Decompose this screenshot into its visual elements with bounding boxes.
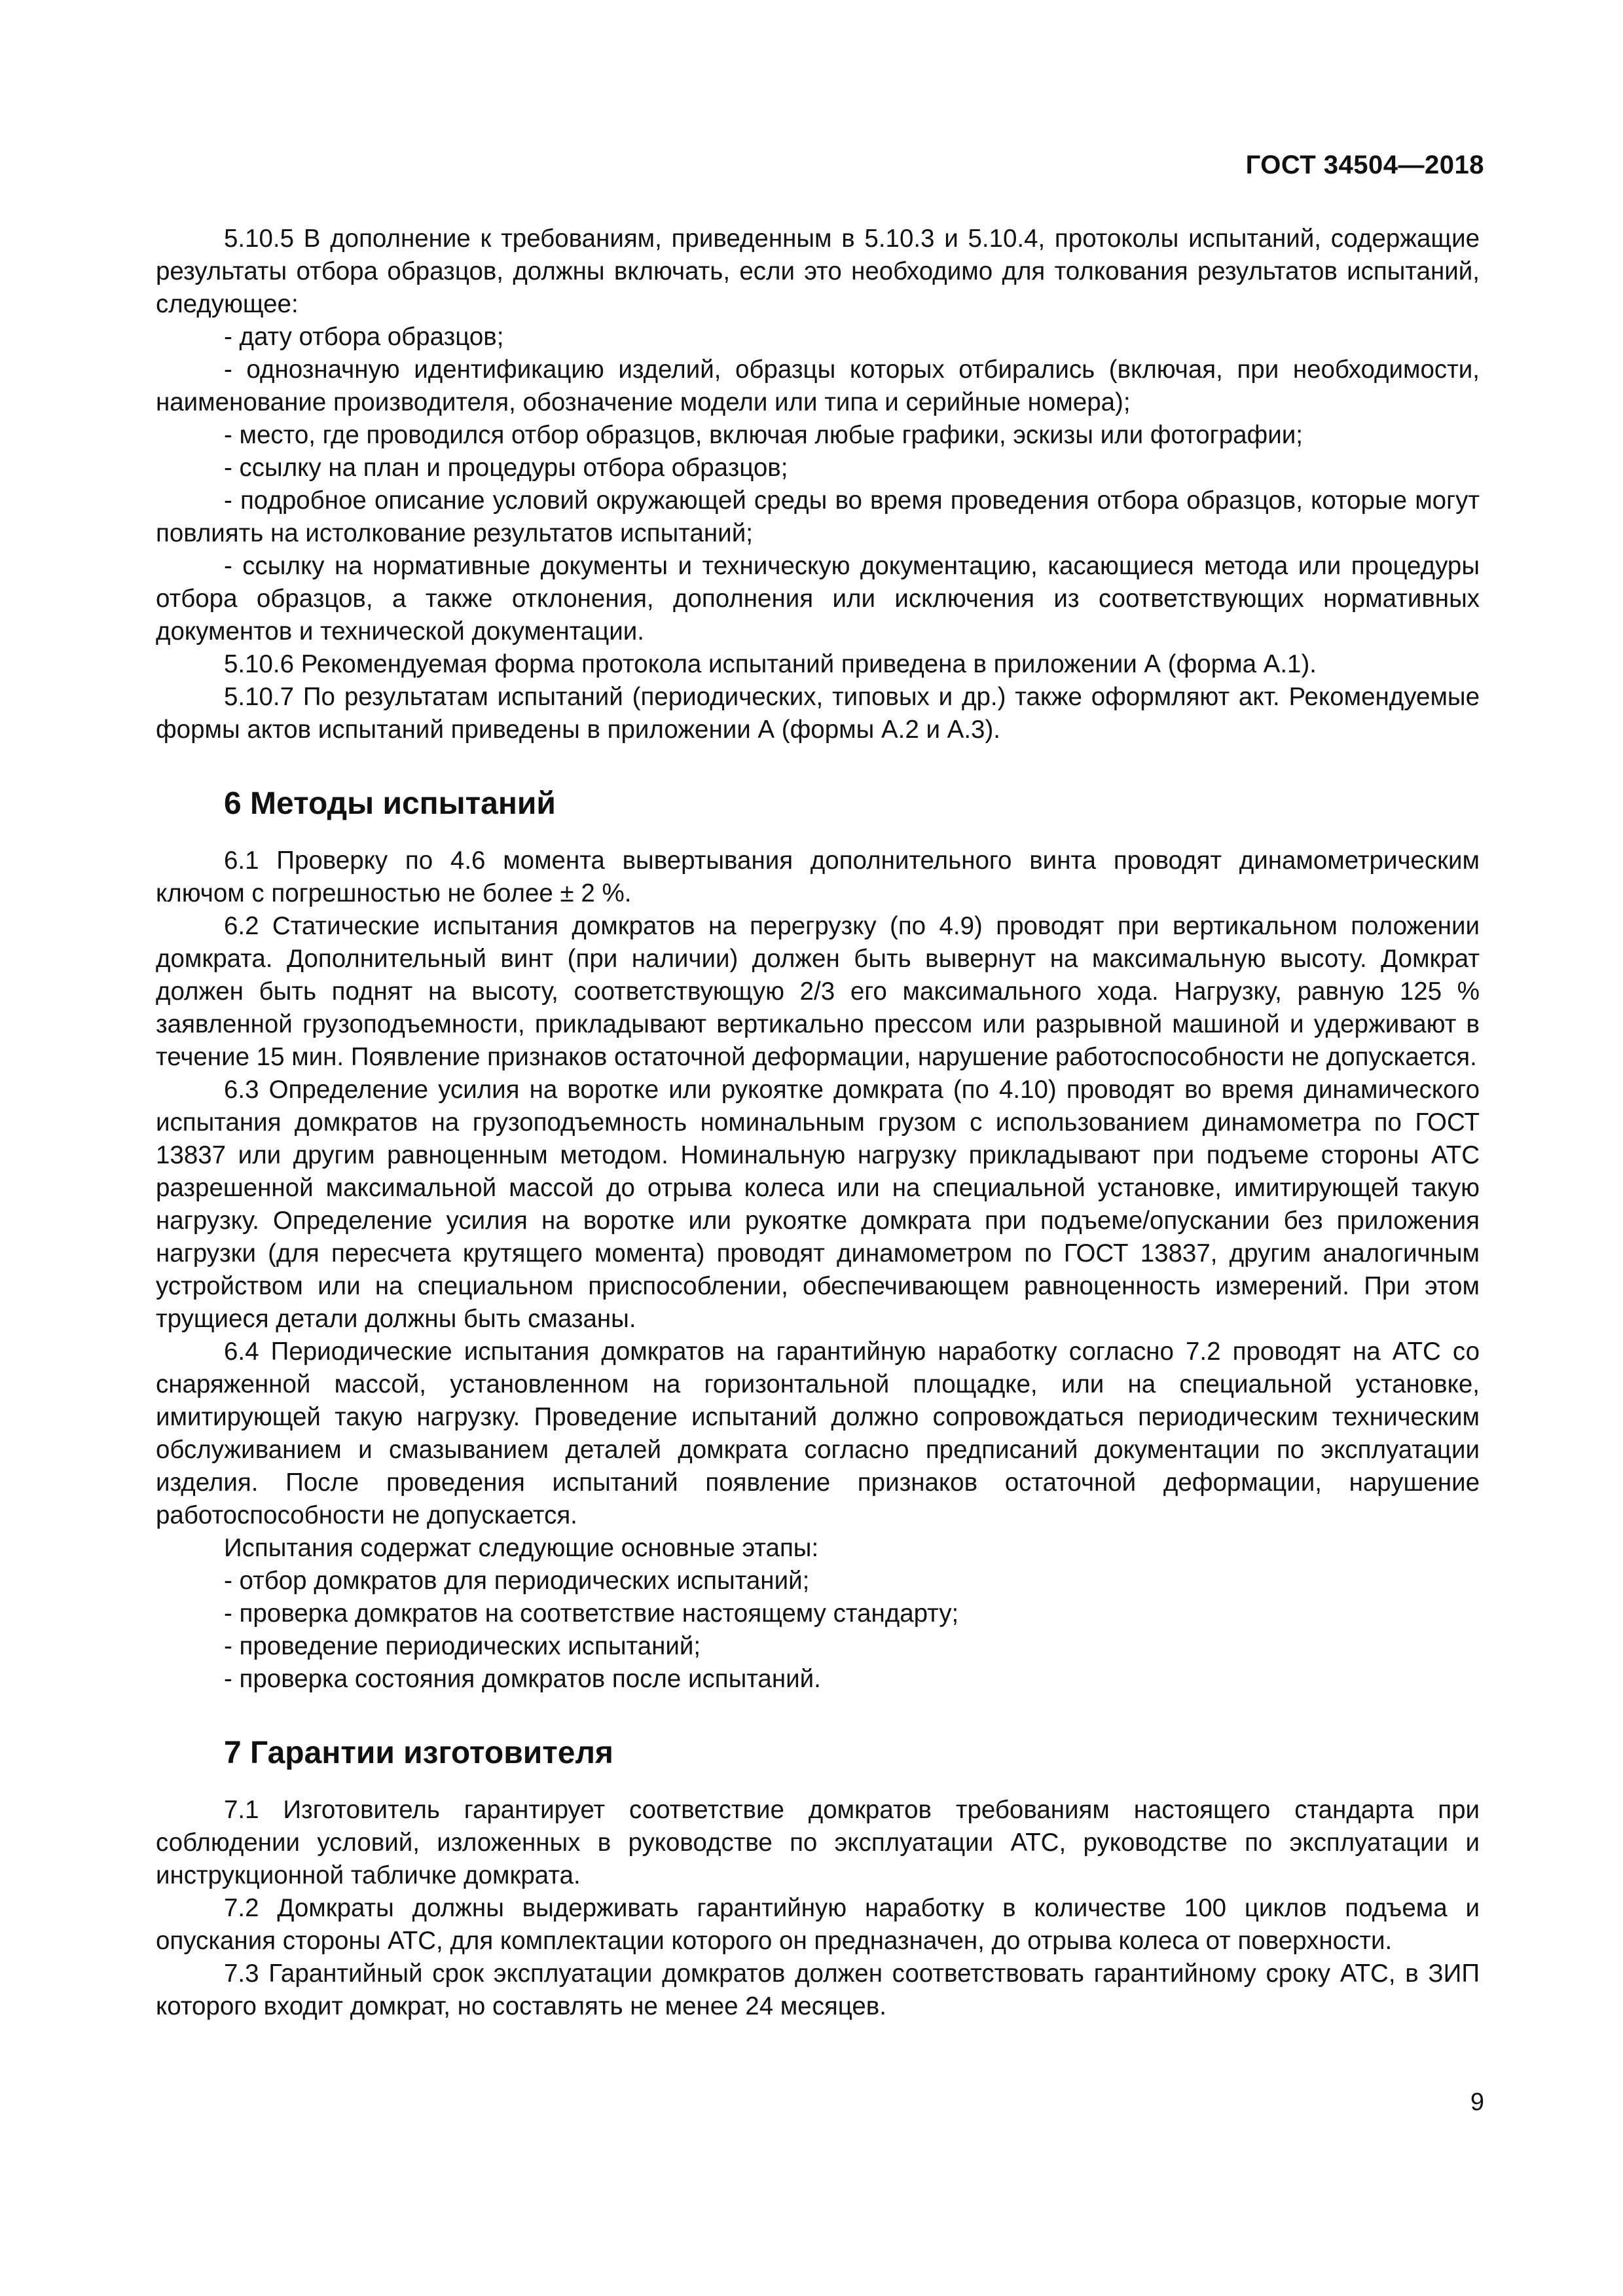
list-item: - место, где проводился отбор образцов, включая любые графики, эскизы или фотографии; bbox=[224, 421, 1303, 449]
section-heading-6: 6 Методы испытаний bbox=[224, 786, 556, 821]
paragraph-6-3: 6.3 Определение усилия на воротке или рукоятке домкрата (по 4.10) проводят во время динамического испытания домкратов на грузоподъемность номинальным грузом с использованием динамометра по ГОСТ 13837 или другим равноценным методом. Номинальную нагрузку прикладывают при подъеме стороны АТС разрешенной максимальной массой до отрыва колеса или на специальной установке, имитирующей такую нагрузку. Определение усилия на воротке или рукоятке домкрата при подъеме/опускании без приложения нагрузки (для пересчета крутящего момента) проводят динамометром по ГОСТ 13837, другим аналогичным устройством или на специальном приспособлении, обеспечивающем равноценность измерений. При этом трущиеся детали должны быть смазаны. bbox=[156, 1076, 1480, 1333]
paragraph-7-2: 7.2 Домкраты должны выдерживать гарантийную наработку в количестве 100 циклов подъема и опускания стороны АТС, для комплектации которого он предназначен, до отрыва колеса от поверхности. bbox=[156, 1894, 1480, 1955]
paragraph-6-1: 6.1 Проверку по 4.6 момента вывертывания дополнительного винта проводят динамометрическим ключом с погрешностью не более ± 2 %. bbox=[156, 847, 1480, 907]
paragraph-6-4: 6.4 Периодические испытания домкратов на гарантийную наработку согласно 7.2 проводят на АТС со снаряженной массой, установленном на горизонтальной площадке, или на специальной установке, имитирующей такую нагрузку. Проведение испытаний должно сопровождаться периодическим техническим обслуживанием и смазыванием деталей домкрата согласно предписаний документации по эксплуатации изделия. После проведения испытаний появление признаков остаточной деформации, нарушение работоспособности не допускается. bbox=[156, 1338, 1480, 1529]
paragraph-5-10-5: 5.10.5 В дополнение к требованиям, приведенным в 5.10.3 и 5.10.4, протоколы испытаний, содержащие результаты отбора образцов, должны включать, если это необходимо для толкования результатов испытаний, следующее: bbox=[156, 225, 1480, 318]
paragraph-5-10-7: 5.10.7 По результатам испытаний (периодических, типовых и др.) также оформляют акт. Рекомендуемые формы актов испытаний приведены в приложении А (формы А.2 и А.3). bbox=[156, 683, 1480, 744]
list-item: - ссылку на нормативные документы и техническую документацию, касающиеся метода или процедуры отбора образцов, а также отклонения, дополнения или исключения из соответствующих нормативных документов и технической документации. bbox=[156, 552, 1480, 646]
list-item: - ссылку на план и процедуры отбора образцов; bbox=[224, 454, 788, 482]
list-item: - дату отбора образцов; bbox=[224, 323, 504, 351]
document-id: ГОСТ 34504—2018 bbox=[1245, 151, 1484, 179]
list-item: - однозначную идентификацию изделий, образцы которых отбирались (включая, при необходимости, наименование производителя, обозначение модели или типа и серийные номера); bbox=[156, 355, 1480, 416]
paragraph-6-2: 6.2 Статические испытания домкратов на перегрузку (по 4.9) проводят при вертикальном положении домкрата. Дополнительный винт (при наличии) должен быть вывернут на максимальную высоту. Домкрат должен быть поднят на высоту, соответствующую 2/3 его максимального хода. Нагрузку, равную 125 % заявленной грузоподъемности, прикладывают вертикально прессом или разрывной машиной и удерживают в течение 15 мин. Появление признаков остаточной деформации, нарушение работоспособности не допускается. bbox=[156, 912, 1480, 1071]
paragraph-7-1: 7.1 Изготовитель гарантирует соответствие домкратов требованиям настоящего стандарта при соблюдении условий, изложенных в руководстве по эксплуатации АТС, руководстве по эксплуатации и инструкционной табличке домкрата. bbox=[156, 1796, 1480, 1889]
list-item: - проверка состояния домкратов после испытаний. bbox=[224, 1665, 821, 1693]
paragraph-stages-intro: Испытания содержат следующие основные этапы: bbox=[224, 1534, 819, 1562]
page-number: 9 bbox=[1470, 2088, 1484, 2116]
paragraph-7-3: 7.3 Гарантийный срок эксплуатации домкратов должен соответствовать гарантийному сроку АТС, в ЗИП которого входит домкрат, но составлять не менее 24 месяцев. bbox=[156, 1959, 1480, 2020]
list-item: - проведение периодических испытаний; bbox=[224, 1632, 701, 1660]
list-item: - отбор домкратов для периодических испытаний; bbox=[224, 1567, 810, 1595]
document-body bbox=[156, 223, 1480, 2023]
list-item: - подробное описание условий окружающей среды во время проведения отбора образцов, которые могут повлиять на истолкование результатов испытаний; bbox=[156, 486, 1480, 547]
paragraph-5-10-6: 5.10.6 Рекомендуемая форма протокола испытаний приведена в приложении А (форма А.1). bbox=[224, 650, 1317, 678]
section-heading-7: 7 Гарантии изготовителя bbox=[224, 1736, 613, 1770]
list-item: - проверка домкратов на соответствие настоящему стандарту; bbox=[224, 1599, 959, 1628]
